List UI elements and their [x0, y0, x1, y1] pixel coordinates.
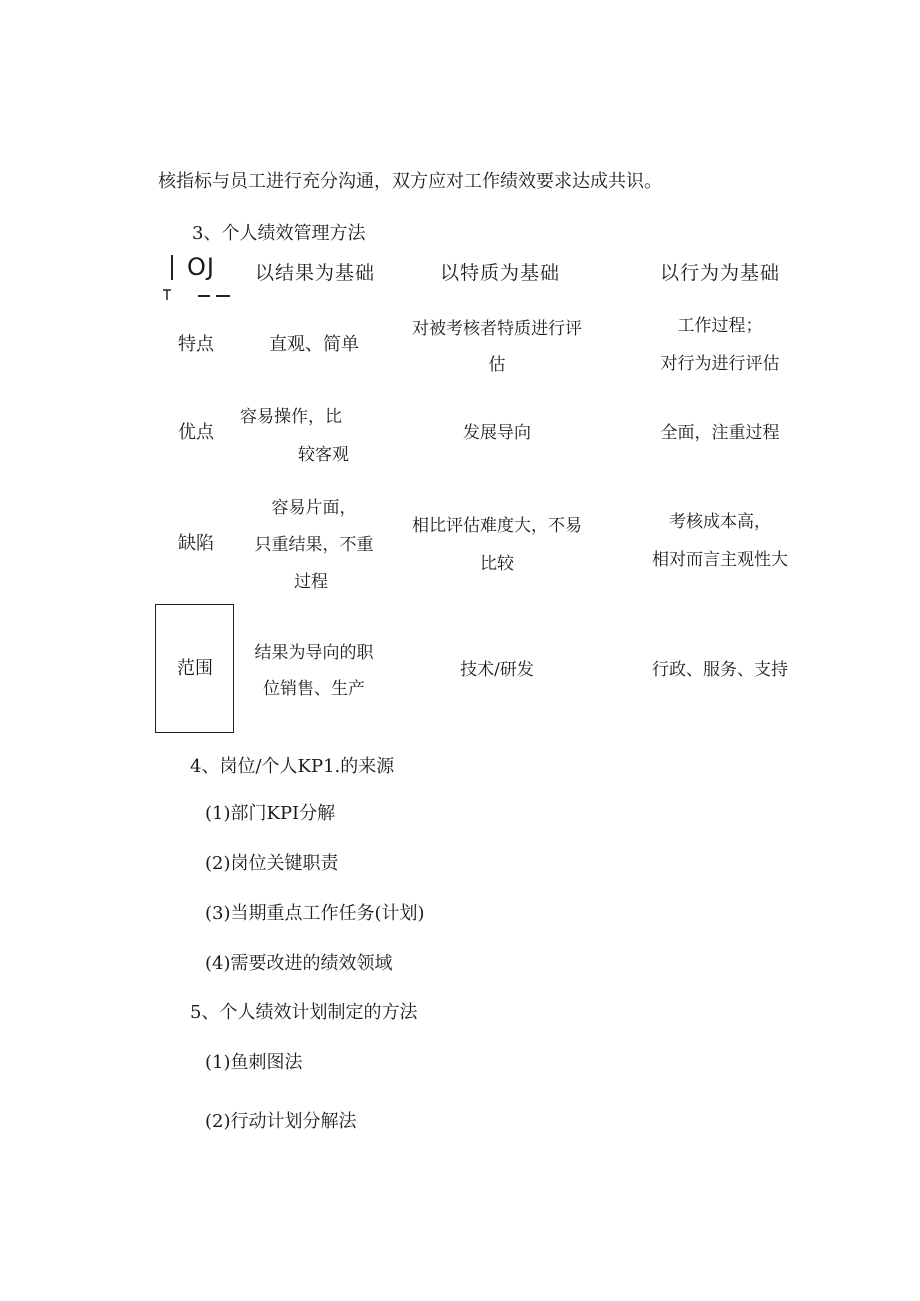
section-3-heading: 3、个人绩效管理方法 [192, 223, 366, 244]
section-4-item-4: (4)需要改进的绩效领域 [205, 953, 393, 974]
row3-trait-line-2: 比较 [480, 554, 514, 574]
row4-result-line-2: 位销售、生产 [263, 679, 365, 699]
row2-result-line-1: 容易操作，比 [240, 407, 342, 427]
row1-behavior-line-2: 对行为进行评估 [660, 354, 780, 374]
row3-trait-cell [392, 507, 602, 583]
section-4-item-1: (1)部门KPI分解 [205, 803, 336, 824]
row-label-scope: 范围 [177, 658, 213, 679]
row4-trait-cell: 技术/研发 [460, 660, 534, 680]
row4-result-cell [236, 635, 392, 707]
row2-trait-cell: 发展导向 [463, 423, 531, 443]
row1-trait-cell [392, 311, 602, 383]
row3-result-line-2: 只重结果，不重 [254, 535, 374, 555]
intro-paragraph-line: 核指标与员工进行充分沟通，双方应对工作绩效要求达成共识。 [158, 171, 662, 192]
section-4-heading: 4、岗位/个人KP1.的来源 [190, 756, 395, 777]
section-5-item-1: (1)鱼刺图法 [205, 1052, 303, 1073]
header-result-based: 以结果为基础 [254, 262, 375, 284]
row1-result-cell: 直观、简单 [269, 334, 359, 355]
row3-result-line-1: 容易片面， [271, 498, 357, 518]
row3-result-line-3: 过程 [294, 572, 328, 592]
row3-behavior-line-1: 考核成本高， [669, 512, 771, 532]
section-5-item-2: (2)行动计划分解法 [205, 1111, 357, 1132]
row4-result-line-1: 结果为导向的职 [254, 643, 374, 663]
section-5-heading: 5、个人绩效计划制定的方法 [190, 1002, 418, 1023]
row-label-features: 特点 [178, 334, 214, 355]
header-behavior-based: 以行为为基础 [659, 262, 780, 284]
section-4-item-3: (3)当期重点工作任务(计划) [205, 903, 425, 924]
row3-result-cell [236, 490, 392, 601]
row4-behavior-cell: 行政、服务、支持 [652, 660, 788, 680]
row3-behavior-cell [625, 503, 815, 579]
header-trait-based: 以特质为基础 [439, 262, 560, 284]
row2-behavior-cell: 全面，注重过程 [660, 423, 780, 443]
row-label-advantages: 优点 [178, 422, 214, 443]
section-4-item-2: (2)岗位关键职责 [205, 853, 339, 874]
row2-result-line-2: 较客观 [298, 445, 349, 465]
row1-trait-line-1: 对被考核者特质进行评 [412, 319, 582, 339]
row-label-defects: 缺陷 [178, 533, 214, 554]
row1-trait-line-2: 估 [488, 355, 506, 375]
row2-result-cell [236, 398, 392, 474]
table-corner-mark [160, 252, 240, 302]
corner-text: OJ [187, 253, 215, 281]
row3-behavior-line-2: 相对而言主观性大 [652, 550, 788, 570]
row1-behavior-cell [625, 307, 815, 383]
row3-trait-line-1: 相比评估难度大，不易 [412, 516, 582, 536]
row1-behavior-line-1: 工作过程； [677, 316, 763, 336]
